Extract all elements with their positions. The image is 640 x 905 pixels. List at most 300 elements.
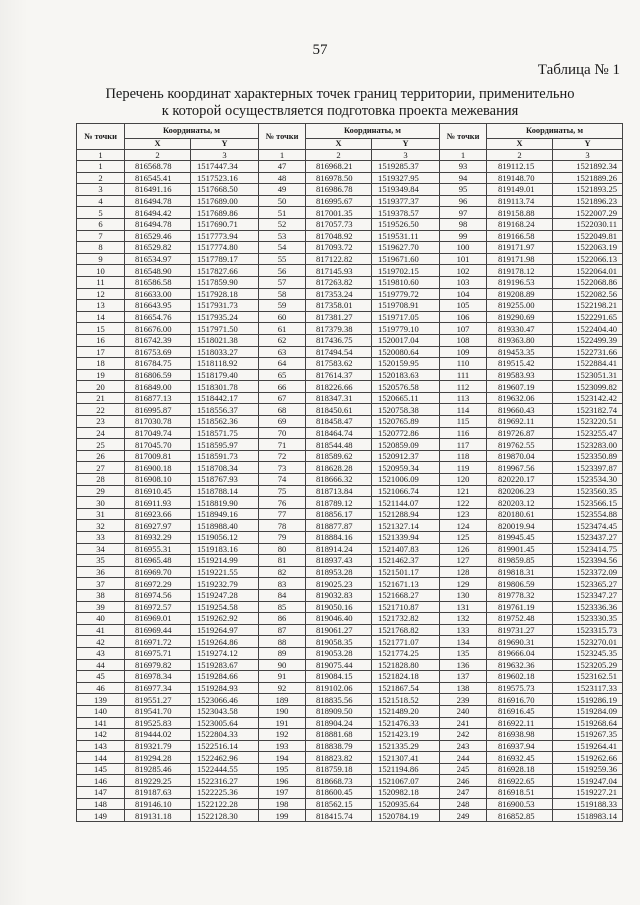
title-line-1: Перечень координат характерных точек границ территории, применительно — [105, 86, 575, 102]
coord-x: 816529.82 — [125, 242, 191, 254]
coord-y: 1519286.19 — [553, 694, 623, 706]
coord-x: 819761.19 — [487, 601, 553, 613]
point-number: 73 — [259, 462, 306, 474]
table-row — [77, 543, 623, 555]
coord-x: 819666.04 — [487, 647, 553, 659]
coord-y: 1522516.14 — [191, 740, 259, 752]
col-number: 3 — [372, 150, 440, 161]
coord-y: 1521824.18 — [372, 671, 440, 683]
coord-y: 1518021.38 — [191, 334, 259, 346]
coord-x: 816938.98 — [487, 729, 553, 741]
table-row — [77, 381, 623, 393]
coord-x: 816849.00 — [125, 381, 191, 393]
point-number: 21 — [77, 392, 125, 404]
point-number: 81 — [259, 555, 306, 567]
coord-y: 1521867.54 — [372, 682, 440, 694]
coord-x: 816937.94 — [487, 740, 553, 752]
coord-x: 819294.28 — [125, 752, 191, 764]
col-number: 1 — [259, 150, 306, 161]
point-number: 48 — [259, 172, 306, 184]
coord-x: 816548.90 — [125, 265, 191, 277]
coord-x: 819731.27 — [487, 624, 553, 636]
document-title — [60, 86, 620, 120]
point-number: 148 — [77, 798, 125, 810]
table-row — [77, 647, 623, 659]
coord-x: 816969.70 — [125, 566, 191, 578]
point-number: 25 — [77, 439, 125, 451]
point-number: 13 — [77, 300, 125, 312]
point-number: 46 — [77, 682, 125, 694]
point-number: 101 — [440, 253, 487, 265]
point-number: 85 — [259, 601, 306, 613]
table-row — [77, 566, 623, 578]
point-number: 124 — [440, 520, 487, 532]
table-row — [77, 775, 623, 787]
point-number: 86 — [259, 613, 306, 625]
coord-y: 1523397.87 — [553, 462, 623, 474]
point-number: 110 — [440, 358, 487, 370]
coord-x: 819075.44 — [306, 659, 372, 671]
coord-y: 1519702.15 — [372, 265, 440, 277]
point-number: 57 — [259, 276, 306, 288]
coord-x: 819515.42 — [487, 358, 553, 370]
table-row — [77, 161, 623, 173]
coord-x: 817057.73 — [306, 218, 372, 230]
table-row — [77, 624, 623, 636]
coord-x: 819168.24 — [487, 218, 553, 230]
point-number: 34 — [77, 543, 125, 555]
header-coords-3: Координаты, м — [487, 124, 623, 139]
table-row — [77, 763, 623, 775]
point-number: 91 — [259, 671, 306, 683]
point-number: 37 — [77, 578, 125, 590]
header-y-2: Y — [372, 139, 440, 150]
table-row — [77, 195, 623, 207]
coord-y: 1523099.82 — [553, 381, 623, 393]
point-number: 29 — [77, 485, 125, 497]
point-number: 50 — [259, 195, 306, 207]
coord-x: 817494.54 — [306, 346, 372, 358]
coord-x: 818668.73 — [306, 775, 372, 787]
coord-x: 816975.71 — [125, 647, 191, 659]
point-number: 12 — [77, 288, 125, 300]
point-number: 6 — [77, 218, 125, 230]
point-number: 96 — [440, 195, 487, 207]
table-row — [77, 253, 623, 265]
point-number: 15 — [77, 323, 125, 335]
coord-y: 1522030.11 — [553, 218, 623, 230]
table-row — [77, 172, 623, 184]
coord-x: 819058.35 — [306, 636, 372, 648]
table-row — [77, 613, 623, 625]
coord-y: 1520772.86 — [372, 427, 440, 439]
point-number: 192 — [259, 729, 306, 741]
coord-x: 820220.17 — [487, 474, 553, 486]
point-number: 49 — [259, 184, 306, 196]
coord-x: 818914.24 — [306, 543, 372, 555]
table-row — [77, 265, 623, 277]
header-row-1 — [77, 124, 623, 139]
coord-y: 1522804.33 — [191, 729, 259, 741]
coord-y: 1523043.58 — [191, 705, 259, 717]
coord-y: 1521828.80 — [372, 659, 440, 671]
coord-x: 819178.12 — [487, 265, 553, 277]
coord-y: 1521489.20 — [372, 705, 440, 717]
coord-x: 816955.31 — [125, 543, 191, 555]
point-number: 98 — [440, 218, 487, 230]
table-body — [77, 161, 623, 822]
table-row — [77, 798, 623, 810]
point-number: 133 — [440, 624, 487, 636]
coord-y: 1521668.27 — [372, 589, 440, 601]
table-row — [77, 752, 623, 764]
coord-x: 817381.27 — [306, 311, 372, 323]
point-number: 47 — [259, 161, 306, 173]
point-number: 27 — [77, 462, 125, 474]
coord-x: 820019.94 — [487, 520, 553, 532]
coord-y: 1517971.50 — [191, 323, 259, 335]
point-number: 38 — [77, 589, 125, 601]
coord-x: 818666.32 — [306, 474, 372, 486]
coord-y: 1521501.17 — [372, 566, 440, 578]
coord-y: 1521768.82 — [372, 624, 440, 636]
coord-y: 1522884.41 — [553, 358, 623, 370]
coord-x: 820206.23 — [487, 485, 553, 497]
coord-x: 819229.25 — [125, 775, 191, 787]
coord-x: 816491.16 — [125, 184, 191, 196]
coord-x: 816932.45 — [487, 752, 553, 764]
coord-x: 819551.27 — [125, 694, 191, 706]
coord-x: 818544.48 — [306, 439, 372, 451]
coord-y: 1523414.75 — [553, 543, 623, 555]
point-number: 65 — [259, 369, 306, 381]
coord-y: 1521327.14 — [372, 520, 440, 532]
coord-y: 1521774.25 — [372, 647, 440, 659]
col-number: 3 — [553, 150, 623, 161]
table-caption: Таблица № 1 — [537, 62, 620, 78]
point-number: 76 — [259, 497, 306, 509]
coordinates-table — [76, 123, 623, 822]
coord-x: 816986.78 — [306, 184, 372, 196]
coord-y: 1522404.40 — [553, 323, 623, 335]
coord-y: 1519283.67 — [191, 659, 259, 671]
point-number: 52 — [259, 218, 306, 230]
coord-y: 1522082.56 — [553, 288, 623, 300]
coord-y: 1520183.63 — [372, 369, 440, 381]
point-number: 61 — [259, 323, 306, 335]
point-number: 62 — [259, 334, 306, 346]
coord-y: 1519810.60 — [372, 276, 440, 288]
point-number: 111 — [440, 369, 487, 381]
coord-x: 816918.51 — [487, 787, 553, 799]
coord-x: 818789.12 — [306, 497, 372, 509]
point-number: 36 — [77, 566, 125, 578]
point-number: 246 — [440, 775, 487, 787]
coord-x: 816784.75 — [125, 358, 191, 370]
coord-y: 1519232.79 — [191, 578, 259, 590]
coord-x: 820180.61 — [487, 508, 553, 520]
table-row — [77, 671, 623, 683]
coord-x: 816969.44 — [125, 624, 191, 636]
coord-x: 818628.28 — [306, 462, 372, 474]
coord-x: 816979.82 — [125, 659, 191, 671]
col-number: 1 — [77, 150, 125, 161]
coord-x: 816916.45 — [487, 705, 553, 717]
point-number: 32 — [77, 520, 125, 532]
coord-x: 819158.88 — [487, 207, 553, 219]
coord-y: 1518118.92 — [191, 358, 259, 370]
coord-y: 1517928.18 — [191, 288, 259, 300]
point-number: 14 — [77, 311, 125, 323]
coord-y: 1518442.17 — [191, 392, 259, 404]
coord-y: 1523365.27 — [553, 578, 623, 590]
header-point-1: № точки — [77, 124, 125, 150]
coord-y: 1518949.16 — [191, 508, 259, 520]
coord-y: 1518595.97 — [191, 439, 259, 451]
coord-y: 1522064.01 — [553, 265, 623, 277]
coord-x: 820203.12 — [487, 497, 553, 509]
coord-y: 1520758.38 — [372, 404, 440, 416]
point-number: 60 — [259, 311, 306, 323]
coord-x: 816534.97 — [125, 253, 191, 265]
coord-y: 1519526.50 — [372, 218, 440, 230]
coord-y: 1523162.51 — [553, 671, 623, 683]
coord-y: 1517523.16 — [191, 172, 259, 184]
coord-y: 1519274.12 — [191, 647, 259, 659]
coord-y: 1521462.37 — [372, 555, 440, 567]
point-number: 90 — [259, 659, 306, 671]
coord-y: 1522068.86 — [553, 276, 623, 288]
point-number: 103 — [440, 276, 487, 288]
point-number: 8 — [77, 242, 125, 254]
col-number: 1 — [440, 150, 487, 161]
point-number: 2 — [77, 172, 125, 184]
coord-y: 1522291.65 — [553, 311, 623, 323]
point-number: 18 — [77, 358, 125, 370]
coord-y: 1523255.47 — [553, 427, 623, 439]
coord-x: 819050.16 — [306, 601, 372, 613]
table-row — [77, 288, 623, 300]
point-number: 248 — [440, 798, 487, 810]
point-number: 104 — [440, 288, 487, 300]
coord-y: 1519285.37 — [372, 161, 440, 173]
coord-x: 816900.53 — [487, 798, 553, 810]
point-number: 240 — [440, 705, 487, 717]
coord-y: 1520080.64 — [372, 346, 440, 358]
coord-y: 1521518.52 — [372, 694, 440, 706]
point-number: 63 — [259, 346, 306, 358]
point-number: 123 — [440, 508, 487, 520]
coord-y: 1519717.05 — [372, 311, 440, 323]
coord-x: 819025.23 — [306, 578, 372, 590]
coord-y: 1518591.73 — [191, 450, 259, 462]
coord-y: 1517859.90 — [191, 276, 259, 288]
coord-x: 819541.70 — [125, 705, 191, 717]
coord-x: 816806.59 — [125, 369, 191, 381]
point-number: 95 — [440, 184, 487, 196]
coord-y: 1519188.33 — [553, 798, 623, 810]
point-number: 40 — [77, 613, 125, 625]
point-number: 138 — [440, 682, 487, 694]
point-number: 55 — [259, 253, 306, 265]
point-number: 132 — [440, 613, 487, 625]
coord-y: 1518179.40 — [191, 369, 259, 381]
header-point-3: № точки — [440, 124, 487, 150]
point-number: 249 — [440, 810, 487, 822]
coord-x: 816965.48 — [125, 555, 191, 567]
coord-x: 817145.93 — [306, 265, 372, 277]
coord-x: 819692.11 — [487, 416, 553, 428]
point-number: 106 — [440, 311, 487, 323]
coord-y: 1519284.66 — [191, 671, 259, 683]
point-number: 117 — [440, 439, 487, 451]
point-number: 88 — [259, 636, 306, 648]
point-number: 53 — [259, 230, 306, 242]
coord-x: 816974.56 — [125, 589, 191, 601]
table-row — [77, 311, 623, 323]
table-row — [77, 358, 623, 370]
coord-x: 816852.85 — [487, 810, 553, 822]
coord-x: 816529.46 — [125, 230, 191, 242]
coord-y: 1519254.58 — [191, 601, 259, 613]
coord-x: 816877.13 — [125, 392, 191, 404]
point-number: 131 — [440, 601, 487, 613]
coord-x: 819778.32 — [487, 589, 553, 601]
coord-y: 1518819.90 — [191, 497, 259, 509]
coord-x: 816978.50 — [306, 172, 372, 184]
point-number: 10 — [77, 265, 125, 277]
coord-y: 1522066.13 — [553, 253, 623, 265]
coord-y: 1520959.34 — [372, 462, 440, 474]
table-row — [77, 427, 623, 439]
coord-x: 816900.18 — [125, 462, 191, 474]
coord-y: 1521423.19 — [372, 729, 440, 741]
coord-y: 1521732.82 — [372, 613, 440, 625]
coord-y: 1521710.87 — [372, 601, 440, 613]
coord-y: 1518988.40 — [191, 520, 259, 532]
point-number: 239 — [440, 694, 487, 706]
coord-x: 819726.87 — [487, 427, 553, 439]
coord-y: 1519056.12 — [191, 532, 259, 544]
coord-x: 819690.31 — [487, 636, 553, 648]
coord-y: 1523270.01 — [553, 636, 623, 648]
header-x-3: X — [487, 139, 553, 150]
coord-y: 1522198.21 — [553, 300, 623, 312]
point-number: 149 — [77, 810, 125, 822]
coord-y: 1519708.91 — [372, 300, 440, 312]
coord-x: 819632.06 — [487, 392, 553, 404]
coord-x: 816928.18 — [487, 763, 553, 775]
page-number: 57 — [312, 42, 328, 58]
table-row — [77, 242, 623, 254]
coord-x: 819859.85 — [487, 555, 553, 567]
point-number: 82 — [259, 566, 306, 578]
coord-x: 819818.31 — [487, 566, 553, 578]
coord-y: 1521307.41 — [372, 752, 440, 764]
point-number: 128 — [440, 566, 487, 578]
point-number: 51 — [259, 207, 306, 219]
coord-y: 1523372.09 — [553, 566, 623, 578]
coord-y: 1523245.35 — [553, 647, 623, 659]
coord-x: 817353.24 — [306, 288, 372, 300]
point-number: 74 — [259, 474, 306, 486]
coord-y: 1517931.73 — [191, 300, 259, 312]
coord-x: 819046.40 — [306, 613, 372, 625]
point-number: 245 — [440, 763, 487, 775]
point-number: 120 — [440, 474, 487, 486]
coord-x: 819113.74 — [487, 195, 553, 207]
coord-x: 817030.78 — [125, 416, 191, 428]
coord-y: 1517773.94 — [191, 230, 259, 242]
coord-x: 819148.70 — [487, 172, 553, 184]
coord-y: 1523283.00 — [553, 439, 623, 451]
coord-x: 816910.45 — [125, 485, 191, 497]
coord-x: 817045.70 — [125, 439, 191, 451]
coord-x: 818600.45 — [306, 787, 372, 799]
coord-y: 1519779.10 — [372, 323, 440, 335]
coord-x: 816922.11 — [487, 717, 553, 729]
coord-y: 1522063.19 — [553, 242, 623, 254]
table-row — [77, 474, 623, 486]
point-number: 139 — [77, 694, 125, 706]
coord-x: 818713.84 — [306, 485, 372, 497]
coord-x: 818835.56 — [306, 694, 372, 706]
coord-y: 1518767.93 — [191, 474, 259, 486]
point-number: 242 — [440, 729, 487, 741]
coord-x: 818415.74 — [306, 810, 372, 822]
coord-x: 819255.00 — [487, 300, 553, 312]
coord-y: 1522731.66 — [553, 346, 623, 358]
coord-y: 1519262.92 — [191, 613, 259, 625]
coord-y: 1520935.64 — [372, 798, 440, 810]
point-number: 109 — [440, 346, 487, 358]
coord-y: 1517689.86 — [191, 207, 259, 219]
coord-y: 1519327.95 — [372, 172, 440, 184]
coord-x: 819131.18 — [125, 810, 191, 822]
point-number: 67 — [259, 392, 306, 404]
point-number: 3 — [77, 184, 125, 196]
table-row — [77, 636, 623, 648]
table-row — [77, 705, 623, 717]
coord-x: 819171.97 — [487, 242, 553, 254]
coord-x: 816494.42 — [125, 207, 191, 219]
coord-y: 1523394.56 — [553, 555, 623, 567]
coord-x: 817614.37 — [306, 369, 372, 381]
point-number: 130 — [440, 589, 487, 601]
point-number: 137 — [440, 671, 487, 683]
point-number: 43 — [77, 647, 125, 659]
coord-y: 1523182.74 — [553, 404, 623, 416]
coord-y: 1519259.36 — [553, 763, 623, 775]
coord-x: 819196.53 — [487, 276, 553, 288]
coord-y: 1519268.64 — [553, 717, 623, 729]
table-row — [77, 392, 623, 404]
coord-y: 1521407.83 — [372, 543, 440, 555]
coord-y: 1520017.04 — [372, 334, 440, 346]
table-row — [77, 218, 623, 230]
coord-y: 1523474.45 — [553, 520, 623, 532]
point-number: 84 — [259, 589, 306, 601]
coord-x: 816971.72 — [125, 636, 191, 648]
coord-x: 819166.58 — [487, 230, 553, 242]
point-number: 9 — [77, 253, 125, 265]
point-number: 92 — [259, 682, 306, 694]
point-number: 1 — [77, 161, 125, 173]
coord-y: 1521144.07 — [372, 497, 440, 509]
coord-x: 816995.67 — [306, 195, 372, 207]
point-number: 87 — [259, 624, 306, 636]
coord-x: 816633.00 — [125, 288, 191, 300]
